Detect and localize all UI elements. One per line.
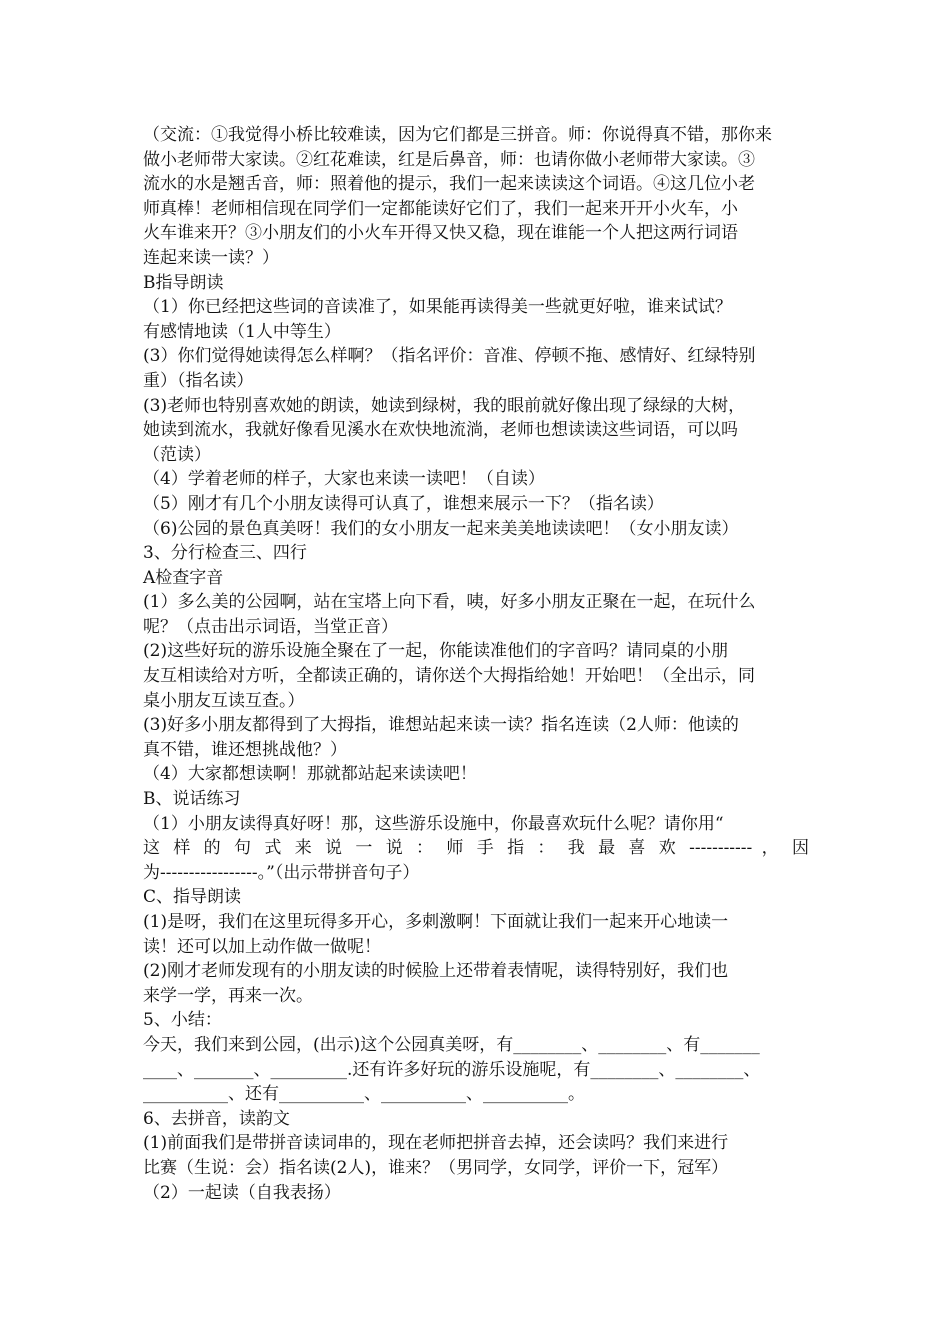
- text-line: （4）大家都想读啊！那就都站起来读读吧！: [143, 764, 477, 785]
- text-line: 今天，我们来到公园，(出示)这个公园真美呀，有________、________、有_______: [143, 1034, 760, 1055]
- text-line: 真不错，谁还想挑战他？）: [143, 739, 347, 760]
- text-line: （1）小朋友读得真好呀！那，这些游乐设施中，你最喜欢玩什么呢？请你用“: [143, 813, 724, 834]
- text-line: (1)是呀，我们在这里玩得多开心，多刺激啊！下面就让我们一起来开心地读一: [143, 912, 729, 932]
- text-line: 流水的水是翘舌音，师：照着他的提示，我们一起来读读这个词语。④这几位小老: [143, 174, 755, 195]
- text-line: (3）你们觉得她读得怎么样啊？（指名评价：音准、停顿不拖、感情好、红绿特别: [143, 346, 756, 367]
- text-line: 比赛（生说：会）指名读(2人)，谁来？（男同学，女同学，评价一下，冠军）: [143, 1157, 729, 1178]
- text-line: (2)刚才老师发现有的小朋友读的时候脸上还带着表情呢，读得特别好，我们也: [143, 961, 729, 982]
- text-line: 师真棒！老师相信现在同学们一定都能读好它们了，我们一起来开开小火车，小: [143, 198, 738, 219]
- text-line: (1）多么美的公园啊，站在宝塔上向下看，咦，好多小朋友正聚在一起，在玩什么: [143, 592, 756, 613]
- text-line: 她读到流水，我就好像看见溪水在欢快地流淌，老师也想读读这些词语，可以吗: [143, 420, 738, 441]
- text-line: (3)老师也特别喜欢她的朗读，她读到绿树，我的眼前就好像出现了绿绿的大树，: [143, 395, 746, 416]
- text-line: 为-----------------。”（出示带拼音句子）: [143, 862, 420, 883]
- section-heading: 3、分行检查三、四行: [143, 543, 307, 564]
- text-line: 有感情地读（1人中等生）: [143, 321, 341, 342]
- text-line: (3)好多小朋友都得到了大拇指，谁想站起来读一读？指名连读（2人师：他读的: [143, 715, 739, 736]
- text-line: 连起来读一读？）: [143, 247, 279, 268]
- text-line: 做小老师带大家读。②红花难读，红是后鼻音，师：也请你做小老师带大家读。③: [143, 149, 755, 170]
- section-heading: 6、去拼音，读韵文: [143, 1108, 290, 1129]
- text-line: （1）你已经把这些词的音读准了，如果能再读得美一些就更好啦，谁来试试？: [143, 297, 732, 318]
- text-line: （2）一起读（自我表扬）: [143, 1182, 341, 1203]
- text-line: 桌小朋友互读互查。）: [143, 690, 305, 711]
- text-line: （交流：①我觉得小桥比较难读，因为它们都是三拼音。师：你说得真不错，那你来: [143, 125, 772, 145]
- text-line: 来学一学，再来一次。: [143, 985, 313, 1006]
- section-heading: B、说话练习: [143, 789, 241, 810]
- text-line: 重）（指名读）: [143, 370, 254, 391]
- text-line: 呢？（点击出示词语，当堂正音）: [143, 616, 398, 637]
- text-line: 这 样 的 句 式 来 说 一 说 ： 师 手 指 ： 我 最 喜 欢 ----------- ， 因: [143, 838, 809, 859]
- text-line: （4）学着老师的样子，大家也来读一读吧！（自读）: [143, 469, 545, 490]
- section-heading: B指导朗读: [143, 272, 224, 293]
- text-line: 火车谁来开？③小朋友们的小火车开得又快又稳，现在谁能一个人把这两行词语: [143, 223, 738, 244]
- text-line: （5）刚才有几个小朋友读得可认真了，谁想来展示一下？（指名读）: [143, 493, 664, 514]
- text-line: 友互相读给对方听，全都读正确的，请你送个大拇指给她！开始吧！（全出示，同: [143, 666, 755, 687]
- section-heading: 5、小结：: [143, 1010, 222, 1031]
- text-line: ____、_______、_________.还有许多好玩的游乐设施呢，有________、________、: [143, 1059, 761, 1080]
- text-line: (1)前面我们是带拼音读词串的，现在老师把拼音去掉，还会读吗？我们来进行: [143, 1133, 729, 1154]
- document-page: [143, 123, 809, 1205]
- section-heading: A检查字音: [143, 567, 224, 588]
- text-line: （范读）: [143, 444, 211, 465]
- section-heading: C、指导朗读: [143, 887, 242, 908]
- text-line: 读！还可以加上动作做一做呢！: [143, 936, 381, 957]
- text-line: __________、还有__________、__________、__________。: [143, 1084, 585, 1105]
- text-line: (2)这些好玩的游乐设施全聚在了一起，你能读准他们的字音吗？请同桌的小朋: [143, 641, 729, 662]
- text-line: （6)公园的景色真美呀！我们的女小朋友一起来美美地读读吧！（女小朋友读）: [143, 518, 739, 539]
